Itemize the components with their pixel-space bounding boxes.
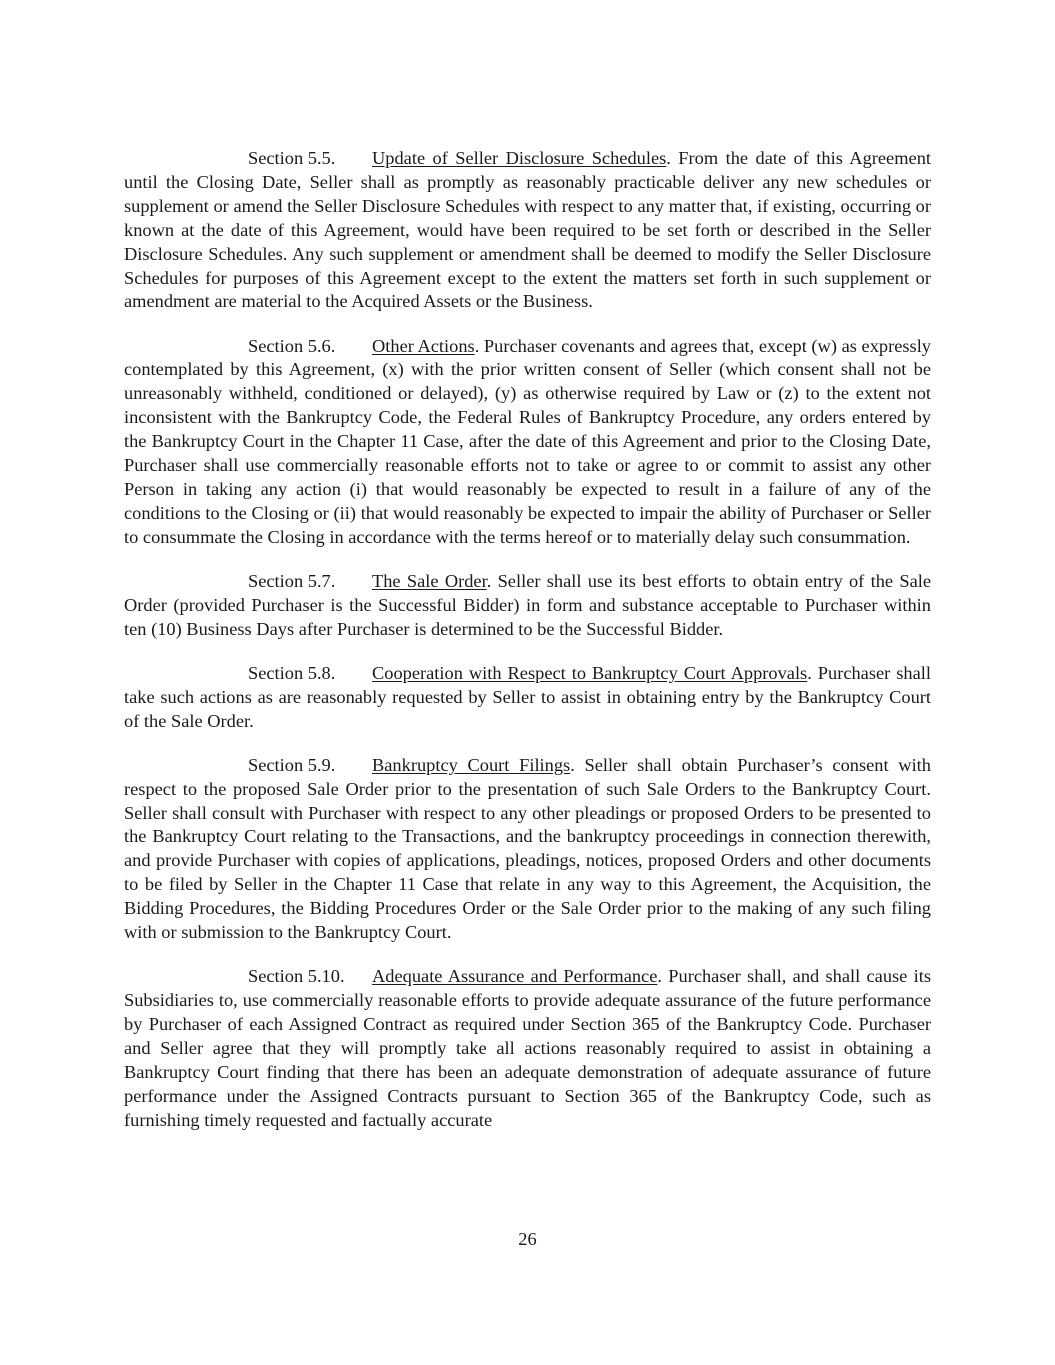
section-number: Section 5.9. — [248, 754, 336, 775]
section-title: Update of Seller Disclosure Schedules — [372, 148, 667, 168]
section-number: Section 5.8. — [248, 662, 336, 683]
section-5-9 — [124, 754, 931, 945]
document-page — [124, 147, 931, 1153]
section-body: . Purchaser covenants and agrees that, except (w) as expressly contemplated by this Agreement, (x) with the prior written consent of Seller (which consent shall not be unreasonably withheld, conditioned or delayed), (y) as otherwise required by Law or (z) to the extent not inconsistent with the Bankruptcy Code, the Federal Rules of Bankruptcy Procedure, any orders entered by the Bankruptcy Court in the Chapter 11 Case, after the date of this Agreement and prior to the Closing Date, Purchaser shall use commercially reasonable efforts not to take or agree to or commit to assist any other Person in taking any action (i) that would reasonably be expected to result in a failure of any of the conditions to the Closing or (ii) that would reasonably be expected to impair the ability of Purchaser or Seller to consummate the Closing in accordance with the terms hereof or to materially delay such consummation. — [124, 335, 931, 547]
section-title: Bankruptcy Court Filings — [372, 754, 571, 775]
section-5-5 — [124, 147, 931, 314]
section-body: . Purchaser shall, and shall cause its Subsidiaries to, use commercially reasonable efforts to provide adequate assurance of the future performance by Purchaser of each Assigned Contract as required under Section 365 of the Bankruptcy Code. Purchaser and Seller agree that they will promptly take all actions reasonably required to assist in obtaining a Bankruptcy Court finding that there has been an adequate demonstration of adequate assurance of future performance under the Assigned Contracts pursuant to Section 365 of the Bankruptcy Code, such as furnishing timely requested and factually accurate — [124, 966, 932, 1130]
section-title: Cooperation with Respect to Bankruptcy Court Approvals — [372, 662, 808, 683]
section-title: Adequate Assurance and Performance — [372, 966, 658, 987]
section-5-8 — [124, 662, 931, 734]
section-number: Section 5.7. — [248, 570, 336, 591]
section-body: . From the date of this Agreement until the Closing Date, Seller shall as promptly as reasonably practicable deliver any new schedules or supplement or amend the Seller Disclosure Schedules with respect to any matter that, if existing, occurring or known at the date of this Agreement, would have been required to be set forth or described in the Seller Disclosure Schedules. Any such supplement or amendment shall be deemed to modify the Seller Disclosure Schedules for purposes of this Agreement except to the extent the matters set forth in such supplement or amendment are material to the Acquired Assets or the Business. — [124, 148, 931, 312]
section-body: . Seller shall obtain Purchaser’s consent with respect to the proposed Sale Order prior to the presentation of such Sale Orders to the Bankruptcy Court. Seller shall consult with Purchaser with respect to any other pleadings or proposed Orders to be presented to the Bankruptcy Court relating to the Transactions, and the bankruptcy proceedings in connection therewith, and provide Purchaser with copies of applications, pleadings, notices, proposed Orders and other documents to be filed by Seller in the Chapter 11 Case that relate in any way to this Agreement, the Acquisition, the Bidding Procedures, the Bidding Procedures Order or the Sale Order prior to the making of any such filing with or submission to the Bankruptcy Court. — [124, 754, 931, 943]
section-5-10 — [124, 965, 931, 1132]
section-5-6 — [124, 335, 931, 550]
page-number: 26 — [518, 1229, 537, 1249]
section-body: . Purchaser shall take such actions as are reasonably requested by Seller to assist in obtaining entry by the Bankruptcy Court of the Sale Order. — [124, 662, 931, 731]
section-5-7 — [124, 570, 931, 642]
section-title: Other Actions — [372, 335, 475, 356]
section-number: Section 5.6. — [248, 335, 336, 356]
section-title: The Sale Order — [372, 570, 487, 591]
section-number: Section 5.5. — [248, 148, 336, 168]
section-body: . Seller shall use its best efforts to obtain entry of the Sale Order (provided Purchaser is the Successful Bidder) in form and substance acceptable to Purchaser within ten (10) Business Days after Purchaser is determined to be the Successful Bidder. — [124, 570, 932, 639]
section-number: Section 5.10. — [248, 966, 345, 987]
